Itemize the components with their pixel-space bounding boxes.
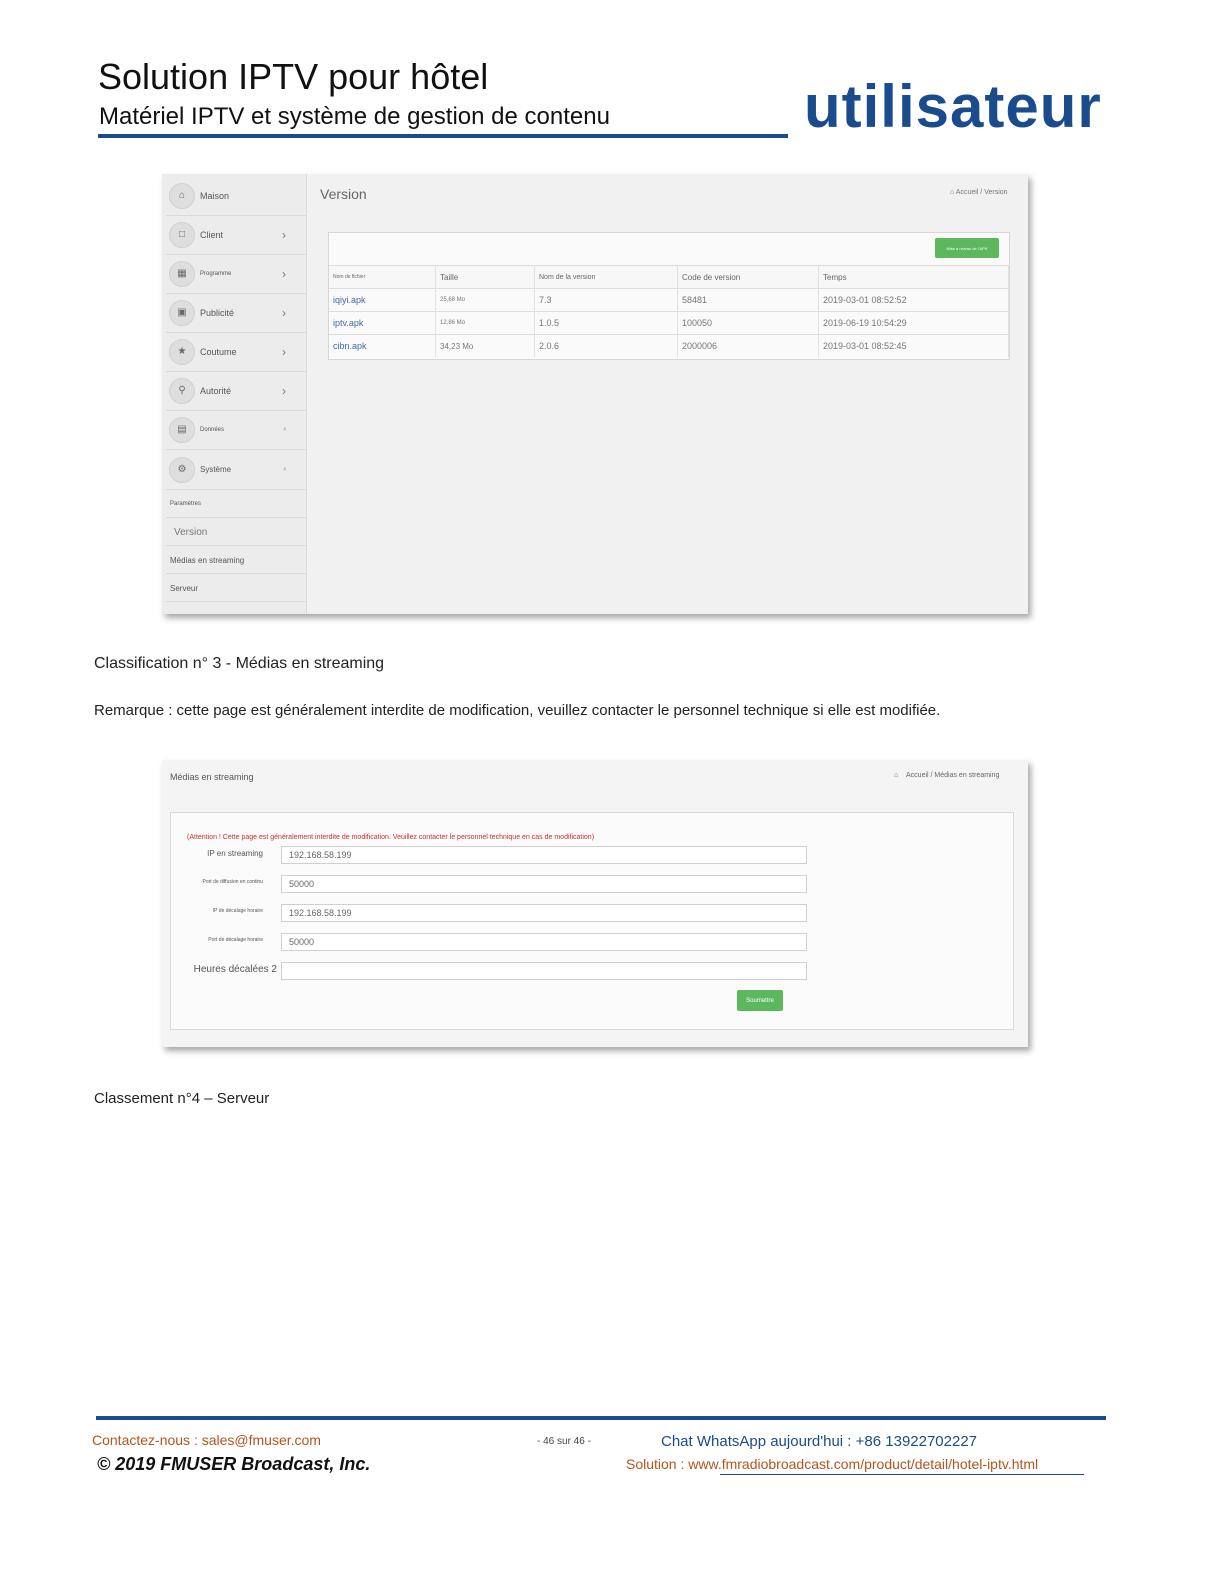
sidebar-item-label: Maison bbox=[200, 190, 230, 201]
column-header: Code de version bbox=[678, 266, 819, 289]
gear-icon: ⚙ bbox=[169, 457, 195, 483]
document-title: Solution IPTV pour hôtel bbox=[98, 56, 489, 97]
sidebar-item-label: Coutume bbox=[200, 346, 237, 357]
footer-rule bbox=[96, 1416, 1106, 1420]
page-title: Version bbox=[320, 186, 367, 202]
sidebar-item-coutume[interactable] bbox=[166, 332, 306, 372]
section-caption-streaming: Classification n° 3 - Médias en streaming bbox=[94, 655, 385, 672]
picture-icon: ▤ bbox=[169, 417, 195, 443]
breadcrumb[interactable] bbox=[950, 189, 1008, 196]
version-table bbox=[329, 265, 1009, 357]
timeshift-ip-input[interactable] bbox=[281, 904, 807, 922]
chevron-right-icon: › bbox=[283, 466, 286, 473]
image-icon: ▣ bbox=[169, 300, 195, 326]
table-cell: 58481 bbox=[678, 289, 819, 312]
sidebar-item-autorite[interactable] bbox=[166, 371, 306, 411]
apk-file-link[interactable]: cibn.apk bbox=[329, 335, 436, 358]
chevron-right-icon: › bbox=[282, 383, 286, 398]
table-row bbox=[329, 312, 1009, 335]
breadcrumb-text: Accueil / Version bbox=[955, 189, 1008, 196]
column-header: Nom de la version bbox=[535, 266, 678, 289]
chevron-right-icon: › bbox=[282, 305, 286, 320]
home-icon: ⌂ bbox=[169, 183, 195, 209]
sidebar-item-donnees[interactable] bbox=[166, 410, 306, 450]
remark-text: Remarque : cette page est généralement interdite de modification, veuillez contacter le personnel technique si elle est modifiée. bbox=[94, 702, 941, 719]
table-cell: 2.0.6 bbox=[535, 335, 678, 358]
field-label: IP en streaming bbox=[207, 849, 263, 858]
table-cell: 2019-03-01 08:52:52 bbox=[819, 289, 1009, 312]
home-icon: ⌂ bbox=[950, 189, 956, 196]
field-label: Port de diffusion en continu bbox=[202, 879, 263, 885]
column-header: Temps bbox=[819, 266, 1009, 289]
sidebar-item-maison[interactable] bbox=[166, 176, 306, 216]
sidebar-item-label: Données bbox=[200, 426, 225, 433]
monitor-icon: □ bbox=[169, 222, 195, 248]
table-cell: 34,23 Mo bbox=[436, 335, 535, 358]
table-cell: 7.3 bbox=[535, 289, 678, 312]
timeshift-port-input[interactable] bbox=[281, 933, 807, 951]
sidebar-item-label: Système bbox=[200, 465, 232, 474]
chevron-right-icon: › bbox=[282, 266, 286, 281]
sidebar-item-systeme[interactable] bbox=[166, 450, 306, 490]
table-cell: 25,68 Mo bbox=[436, 289, 535, 312]
table-cell: 100050 bbox=[678, 312, 819, 335]
table-row bbox=[329, 289, 1009, 312]
table-cell: 2000006 bbox=[678, 335, 819, 358]
version-panel bbox=[328, 232, 1010, 360]
sidebar-item-label: Autorité bbox=[200, 385, 232, 396]
breadcrumb[interactable] bbox=[894, 772, 999, 779]
table-cell: 12,86 Mo bbox=[436, 312, 535, 335]
submit-button[interactable]: Soumettre bbox=[737, 990, 783, 1011]
table-cell: 1.0.5 bbox=[535, 312, 678, 335]
chevron-right-icon: › bbox=[283, 426, 286, 433]
streaming-ip-input[interactable] bbox=[281, 846, 807, 864]
submenu-item-parametres[interactable]: Paramètres bbox=[166, 491, 306, 518]
star-icon: ★ bbox=[169, 339, 195, 365]
warning-message: (Attention ! Cette page est généralement interdite de modification. Veuillez contacter le personnel technique en cas de modification) bbox=[187, 834, 595, 841]
streaming-port-input[interactable] bbox=[281, 875, 807, 893]
sidebar-item-label: Programme bbox=[200, 270, 232, 277]
apk-file-link[interactable]: iptv.apk bbox=[329, 312, 436, 335]
chevron-right-icon: › bbox=[282, 344, 286, 359]
footer-whatsapp[interactable]: Chat WhatsApp aujourd'hui : +86 13922702227 bbox=[661, 1433, 978, 1450]
column-header: Nom de fichier bbox=[329, 266, 436, 289]
submenu-item-serveur[interactable]: Serveur bbox=[166, 575, 306, 602]
link-underline bbox=[720, 1474, 1084, 1475]
document-subtitle: Matériel IPTV et système de gestion de contenu bbox=[99, 103, 610, 130]
key-icon: ⚲ bbox=[169, 378, 195, 404]
header-rule bbox=[98, 134, 788, 138]
sidebar-item-publicite[interactable] bbox=[166, 293, 306, 333]
brand-word: utilisateur bbox=[804, 73, 1102, 140]
chevron-right-icon: › bbox=[282, 227, 286, 242]
sidebar-item-label: Publicité bbox=[200, 307, 235, 318]
apk-file-link[interactable]: iqiyi.apk bbox=[329, 289, 436, 312]
version-page-screenshot bbox=[162, 174, 1028, 614]
shifted-hours-input[interactable] bbox=[281, 962, 807, 980]
sidebar-item-label: Client bbox=[200, 229, 224, 240]
field-label: Port de décalage horaire bbox=[208, 937, 263, 943]
column-header: Taille bbox=[436, 266, 535, 289]
table-cell: 2019-03-01 08:52:45 bbox=[819, 335, 1009, 358]
upgrade-apk-button[interactable]: Mise à niveau de l'APK bbox=[935, 238, 999, 258]
submenu-item-version[interactable]: Version bbox=[166, 519, 306, 546]
submenu-item-medias-streaming[interactable]: Médias en streaming bbox=[166, 547, 306, 574]
footer-contact[interactable]: Contactez-nous : sales@fmuser.com bbox=[92, 1432, 321, 1448]
table-header-row bbox=[329, 266, 1009, 289]
page-title: Médias en streaming bbox=[170, 772, 254, 782]
footer-solution-link[interactable]: Solution : www.fmradiobroadcast.com/product/detail/hotel-iptv.html bbox=[626, 1456, 1039, 1472]
field-label: Heures décalées 2 bbox=[193, 964, 277, 975]
streaming-form-panel bbox=[170, 812, 1014, 1030]
page-number: - 46 sur 46 - bbox=[537, 1436, 591, 1447]
table-row bbox=[329, 335, 1009, 358]
film-icon: ▦ bbox=[169, 261, 195, 287]
footer-copyright: © 2019 FMUSER Broadcast, Inc. bbox=[97, 1454, 371, 1474]
breadcrumb-text: Accueil / Médias en streaming bbox=[906, 772, 1000, 779]
section-caption-server: Classement n°4 – Serveur bbox=[94, 1090, 270, 1107]
sidebar-item-programme[interactable] bbox=[166, 254, 306, 294]
sidebar bbox=[162, 174, 307, 614]
field-label: IP de décalage horaire bbox=[212, 908, 263, 914]
sidebar-item-client[interactable] bbox=[166, 215, 306, 255]
table-cell: 2019-06-19 10:54:29 bbox=[819, 312, 1009, 335]
home-icon: ⌂ bbox=[894, 772, 907, 779]
streaming-page-screenshot bbox=[162, 760, 1028, 1047]
